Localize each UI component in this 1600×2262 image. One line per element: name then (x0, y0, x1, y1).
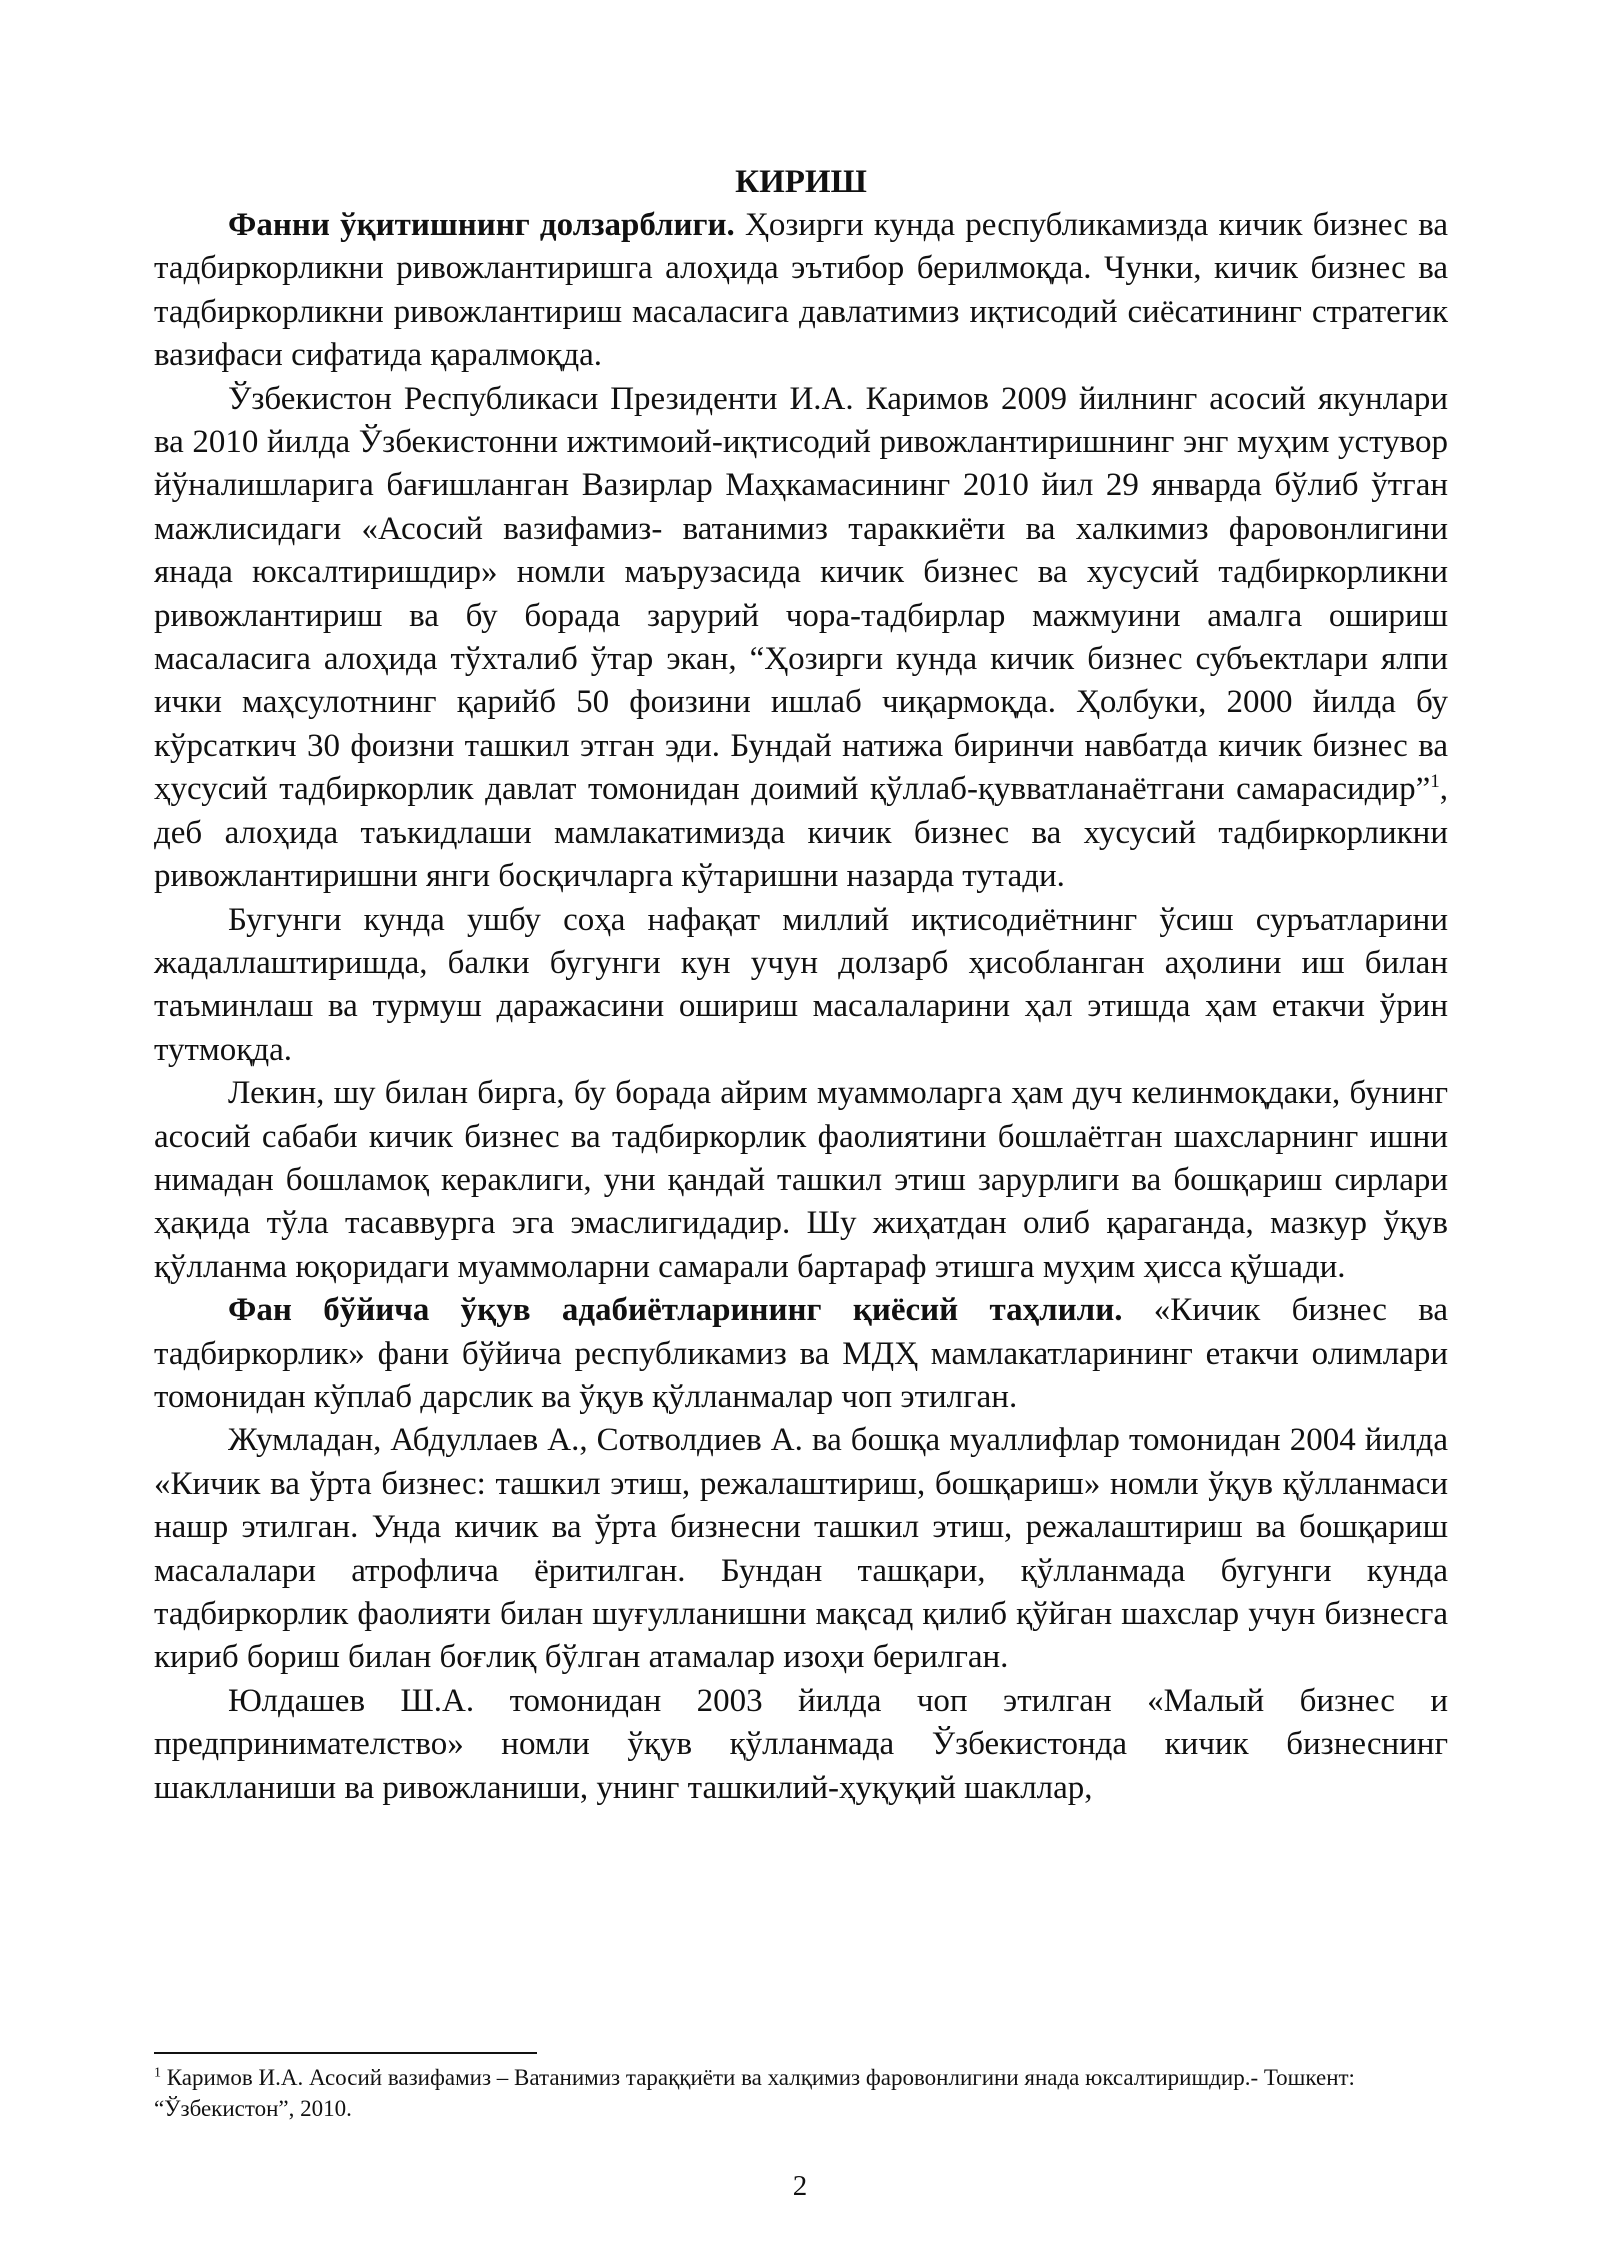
paragraph-today (154, 899, 1448, 1073)
paragraph-text: Бугунги кунда ушбу соҳа нафақат миллий иқтисодиётнинг ўсиш суръатларини жадаллаштиришда, балки бугунги кун учун долзарб ҳисобланган аҳолини иш билан таъминлаш ва турмуш даражасини ошириш масалаларини ҳал этишда ҳам етакчи ўрин тутмоқда. (154, 901, 1448, 1068)
paragraph-text: Ҳозирги кунда республикамизда кичик бизнес ва тадбиркорликни ривожлантиришга алоҳида эътибор берилмоқда. Чунки, кичик бизнес ва тадбиркорликни ривожлантириш масаласига давлатимиз иқтисодий сиёсатининг стратегик вазифаси сифатида қаралмоқда. (154, 207, 1448, 374)
footnote (154, 2062, 1448, 2124)
footnote-marker: 1 (154, 2065, 161, 2081)
footnote-reference[interactable]: 1 (1430, 771, 1440, 793)
paragraph-relevance (154, 204, 1448, 378)
page-number: 2 (792, 2170, 808, 2202)
paragraph-text: Ўзбекистон Республикаси Президенти И.А. Каримов 2009 йилнинг асосий якунлари ва 2010 йилда Ўзбекистонни ижтимоий-иқтисодий ривожлантиришнинг энг муҳим устувор йўналишларига бағишланган Вазирлар Маҳкамасининг 2010 йил 29 январда бўлиб ўтган мажлисидаги «Асосий вазифамиз- ватанимиз тараккиёти ва халкимиз фаровонлигини янада юксалтиришдир» номли маърузасида кичик бизнес ва хусусий тадбиркорликни ривожлантириш ва бу борада зарурий чора-тадбирлар мажмуини амалга ошириш масаласига алоҳида тўхталиб ўтар экан, “Ҳозирги кунда кичик бизнес субъектлари ялпи ички маҳсулотнинг қарийб 50 фоизини ишлаб чиқармоқда. Ҳолбуки, 2000 йилда бу кўрсаткич 30 фоизни ташкил этган эди. Бундай натижа биринчи навбатда кичик бизнес ва ҳусусий тадбиркорлик давлат томонидан доимий қўллаб-қувватланаётгани самарасидир” (154, 380, 1448, 808)
paragraph-president-report (154, 378, 1448, 899)
paragraph-literature-analysis (154, 1289, 1448, 1419)
paragraph-lead-heading: Фанни ўқитишнинг долзарблиги. (228, 207, 735, 243)
paragraph-text: , деб алоҳида таъкидлаши мамлакатимизда кичик бизнес ва хусусий тадбиркорликни ривожлантиришни янги босқичларга кўтаришни назарда тутади. (154, 771, 1448, 895)
paragraph-text: Лекин, шу билан бирга, бу борада айрим муаммоларга ҳам дуч келинмоқдаки, бунинг асосий сабаби кичик бизнес ва тадбиркорлик фаолиятини бошлаётган шахсларнинг ишни нимадан бошламоқ кераклиги, уни қандай ташкил этиш зарурлиги ва бошқариш сирлари ҳақида тўла тасаввурга эга эмаслигидадир. Шу жиҳатдан олиб қараганда, мазкур ўқув қўлланма юқоридаги муаммоларни самарали бартараф этишга муҳим ҳисса қўшади. (154, 1075, 1448, 1285)
paragraph-yuldashev (154, 1680, 1448, 1810)
paragraph-lead-heading: Фан бўйича ўқув адабиётларининг қиёсий таҳлили. (228, 1292, 1123, 1329)
document-page (154, 160, 1448, 1810)
footnote-text: Каримов И.А. Асосий вазифамиз – Ватанимиз тараққиёти ва халқимиз фаровонлигини янада юксалтиришдир.- Тошкент: “Ўзбекистон”, 2010. (154, 2065, 1355, 2121)
paragraph-text: «Кичик бизнес ва тадбиркорлик» фани бўйича республикамиз ва МДҲ мамлакатларининг етакчи олимлари томонидан кўплаб дарслик ва ўқув қўлланмалар чоп этилган. (154, 1292, 1449, 1415)
page-title: КИРИШ (735, 164, 867, 200)
paragraph-text: Жумладан, Абдуллаев А., Сотволдиев А. ва бошқа муаллифлар томонидан 2004 йилда «Кичик ва ўрта бизнес: ташкил этиш, режалаштириш, бошқариш» номли ўқув қўлланмаси нашр этилган. Унда кичик ва ўрта бизнесни ташкил этиш, режалаштириш ва бошқариш масалалари атрофлича ёритилган. Бундан ташқари, қўлланмада бугунги кунда тадбиркорлик фаолияти билан шуғулланишни мақсад қилиб қўйган шахслар учун бизнесга кириб бориш билан боғлиқ бўлган атамалар изоҳи берилган. (154, 1422, 1448, 1676)
paragraph-text: Юлдашев Ш.А. томонидан 2003 йилда чоп этилган «Малый бизнес и предпринимателство» номли ўқув қўлланмада Ўзбекистонда кичик бизнеснинг шаклланиши ва ривожланиши, унинг ташкилий-ҳуқуқий шакллар, (154, 1682, 1448, 1806)
paragraph-problems (154, 1072, 1448, 1289)
footnote-separator (154, 2052, 537, 2054)
paragraph-abdullaev (154, 1419, 1448, 1679)
